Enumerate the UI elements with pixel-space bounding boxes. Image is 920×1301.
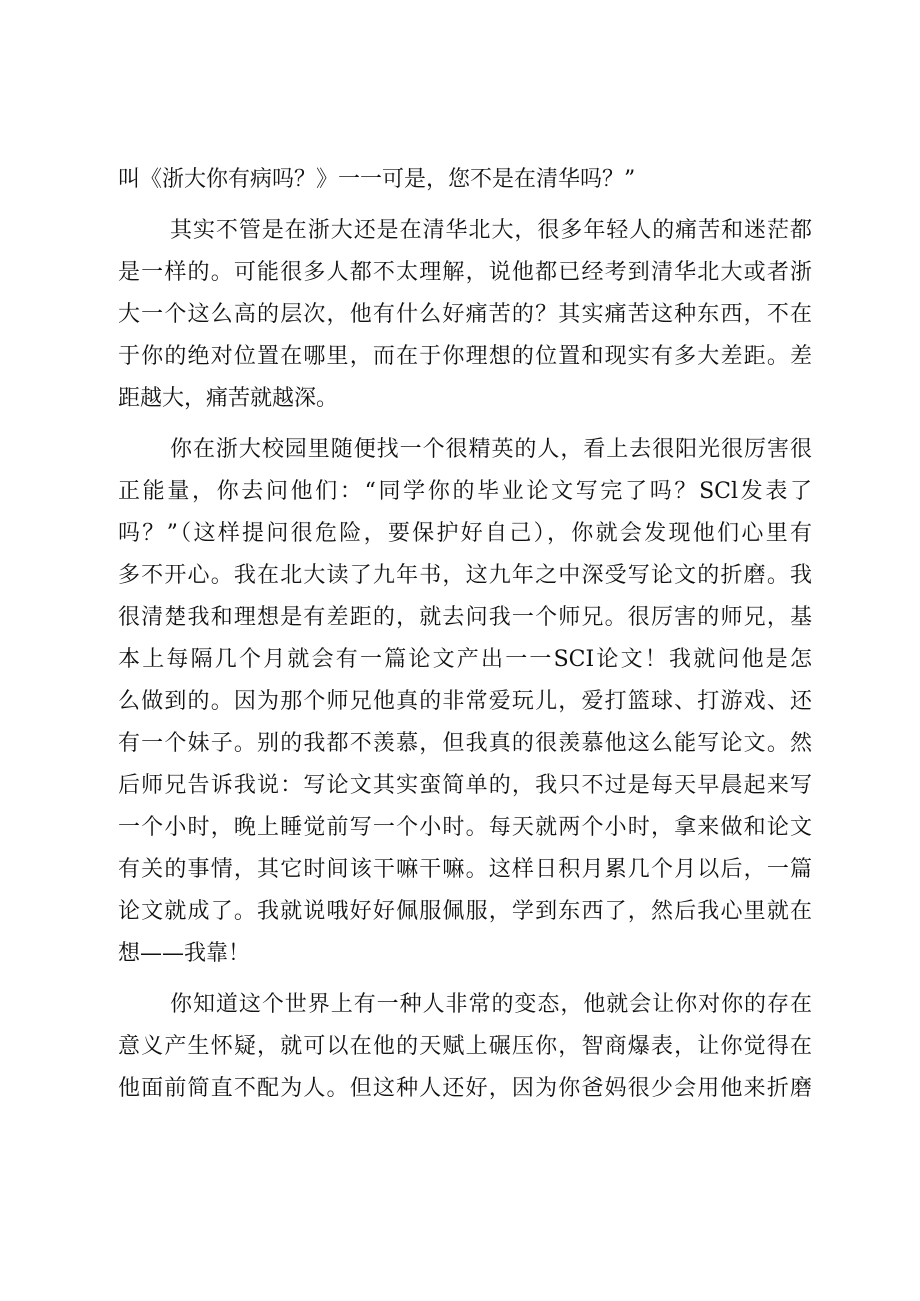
text-line: 有关的事情，其它时间该干嘛干嘛。这样日积月累几个月以后，一篇 xyxy=(118,857,812,882)
text-line: 叫《浙大你有病吗？》一一可是，您不是在清华吗？” xyxy=(118,167,636,192)
text-line: 多不开心。我在北大读了九年书，这九年之中深受写论文的折磨。我 xyxy=(118,563,812,588)
text-line: 他面前简直不配为人。但这种人还好，因为你爸妈很少会用他来折磨 xyxy=(118,1076,812,1101)
text-line: 后师兄告诉我说：写论文其实蛮简单的，我只不过是每天早晨起来写 xyxy=(118,773,812,798)
paragraph-2 xyxy=(118,210,812,420)
text-line: 意义产生怀疑，就可以在他的天赋上碾压你，智商爆表，让你觉得在 xyxy=(118,1034,812,1059)
text-line: 本上每隔几个月就会有一篇论文产出一一SCI论文！我就问他是怎 xyxy=(118,647,812,672)
paragraph-1 xyxy=(118,159,812,201)
text-line: 是一样的。可能很多人都不太理解，说他都已经考到清华北大或者浙 xyxy=(118,260,812,285)
paragraph-4 xyxy=(118,984,812,1110)
text-line: 其实不管是在浙大还是在清华北大，很多年轻人的痛苦和迷茫都 xyxy=(170,218,812,243)
text-line: 你知道这个世界上有一种人非常的变态，他就会让你对你的存在 xyxy=(170,992,812,1017)
text-line: 想——我靠！ xyxy=(118,941,251,966)
text-line: 么做到的。因为那个师兄他真的非常爱玩儿，爱打篮球、打游戏、还 xyxy=(118,689,812,714)
text-line: 大一个这么高的层次，他有什么好痛苦的？其实痛苦这种东西，不在 xyxy=(118,302,812,327)
text-line: 有一个妹子。别的我都不羡慕，但我真的很羡慕他这么能写论文。然 xyxy=(118,731,812,756)
text-line: 一个小时，晚上睡觉前写一个小时。每天就两个小时，拿来做和论文 xyxy=(118,815,812,840)
text-line: 很清楚我和理想是有差距的，就去问我一个师兄。很厉害的师兄，基 xyxy=(118,605,812,630)
text-line: 距越大，痛苦就越深。 xyxy=(118,386,339,411)
paragraph-3 xyxy=(118,429,812,975)
text-line: 你在浙大校园里随便找一个很精英的人，看上去很阳光很厉害很 xyxy=(170,437,812,462)
text-line: 吗？”（这样提问很危险，要保护好自己），你就会发现他们心里有 xyxy=(118,521,812,546)
text-line: 论文就成了。我就说哦好好佩服佩服，学到东西了，然后我心里就在 xyxy=(118,899,812,924)
body-text xyxy=(118,159,812,1119)
text-line: 于你的绝对位置在哪里，而在于你理想的位置和现实有多大差距。差 xyxy=(118,344,812,369)
text-line: 正能量，你去问他们：“同学你的毕业论文写完了吗？SCl发表了 xyxy=(118,479,812,504)
